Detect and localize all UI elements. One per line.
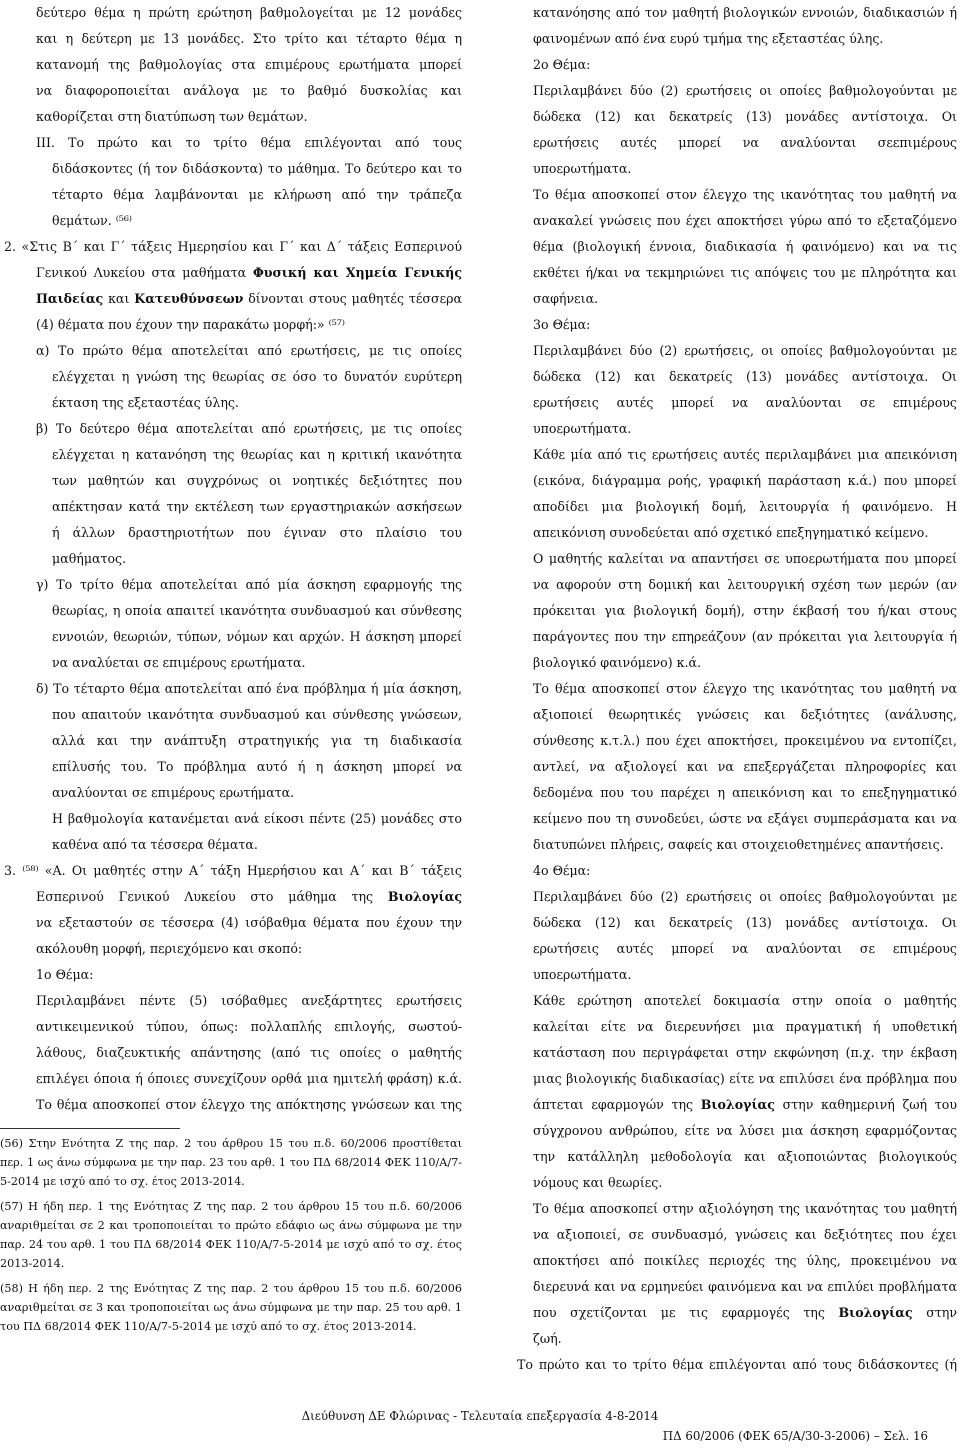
page-footer-reference: ΠΔ 60/2006 (ΦΕΚ 65/Α/30-3-2006) – Σελ. 16 xyxy=(662,1429,928,1443)
text-line: Το θέμα αποσκοπεί στον έλεγχο της ικανότητας του μαθητή να xyxy=(533,187,957,202)
text-line: ή άλλων δραστηριοτήτων που έγιναν στο πλαίσιο του xyxy=(52,525,462,540)
left-column xyxy=(0,0,462,1118)
text-line: Το θέμα αποσκοπεί στην αξιολόγηση της ικανότητας του μαθητή xyxy=(533,1201,957,1216)
text-line: Γενικού Λυκείου στα μαθήματα Φυσική και Χημεία Γενικής xyxy=(36,265,462,280)
text-line: την κατάλληλη μεθοδολογία και αξιοποιώντας βιολογικούς xyxy=(533,1149,957,1164)
footnote: (56) Στην Ενότητα Ζ της παρ. 2 του άρθρου 15 του π.δ. 60/2006 προστίθεται περ. 1 ως άνω σύμφωνα με την παρ. 23 του αρθ. 1 του ΠΔ 68/2014 ΦΕΚ 110/Α/7-5-2014 με ισχύ από το σχ. έτος 2013-2014. xyxy=(0,1137,462,1188)
text-line: ακόλουθη μορφή, περιεχόμενο και σκοπό: xyxy=(36,941,303,956)
text-line: να αξιοποιεί, σε συνδυασμό, γνώσεις και δεξιότητες που έχει xyxy=(533,1227,957,1242)
text-line: Παιδείας και Κατευθύνσεων δίνονται στους μαθητές τέσσερα xyxy=(36,291,462,306)
text-line: που απαιτούν ικανότητα συνδυασμού και σύνθεσης γνώσεων, xyxy=(52,707,462,722)
text-line: Κάθε μία από τις ερωτήσεις αυτές περιλαμβάνει μια απεικόνιση xyxy=(533,447,957,462)
text-line: που σχετίζονται με τις εφαρμογές της Βιολογίας στην xyxy=(533,1305,957,1320)
text-line: επίλυσής του. Το πρόβλημα αυτό ή η άσκηση μπορεί να xyxy=(52,759,462,774)
text-line: ανακαλεί γνώσεις που έχει αποκτήσει γύρω από το εξεταζόμενο xyxy=(533,213,957,228)
text-line: ερωτήσεις αυτές μπορεί να αναλύονται σεεπιμέρους xyxy=(533,135,957,150)
text-line: υποερωτήματα. xyxy=(533,161,632,176)
text-line: μαθήματος. xyxy=(52,551,127,566)
text-line: Το πρώτο και το τρίτο θέμα επιλέγονται από τους διδάσκοντες (ή xyxy=(517,1357,957,1372)
text-line: 3. ⁽⁵⁸⁾ «Α. Οι μαθητές στην Α΄ τάξη Ημερήσιου και Α΄ και Β΄ τάξεις xyxy=(4,863,462,878)
page-footer-source: Διεύθυνση ΔΕ Φλώρινας - Τελευταία επεξεργασία 4-8-2014 xyxy=(301,1409,659,1423)
text-line: καθορίζεται στη διατύπωση των θεμάτων. xyxy=(36,109,308,124)
text-line: βιολογικό φαινόμενο) κ.ά. xyxy=(533,655,702,670)
text-line: απεικόνιση συνοδεύεται από σχετικό επεξηγηματικό κείμενο. xyxy=(533,525,929,540)
text-line: Η βαθμολογία κατανέμεται ανά είκοσι πέντε (25) μονάδες στο xyxy=(52,811,462,826)
text-line: Περιλαμβάνει πέντε (5) ισόβαθμες ανεξάρτητες ερωτήσεις xyxy=(36,993,462,1008)
text-line: αντικειμενικού τύπου, όπως: πολλαπλής επιλογής, σωστού- xyxy=(36,1019,462,1034)
text-line: κατανομή της βαθμολογίας στα επιμέρους ερωτήματα μπορεί xyxy=(36,57,462,72)
text-line: ελέγχεται η κατανόηση της θεωρίας και η κριτική ικανότητα xyxy=(52,447,462,462)
text-line: Το θέμα αποσκοπεί στον έλεγχο της ικανότητας του μαθητή να xyxy=(533,681,957,696)
text-line: δεδομένα που του παρέχει η απεικόνιση και το επεξηγηματικό xyxy=(533,785,957,800)
text-line: παράγοντες που την επηρεάζουν (αν πρόκειται για λειτουργία ή xyxy=(533,629,957,644)
text-line: διερευνά και να ερμηνεύει φαινόμενα και να επιλύει προβλήματα xyxy=(533,1279,957,1294)
footnotes xyxy=(0,1134,462,1342)
text-line: θέμα (βιολογική έννοια, διαδικασία ή φαινόμενο) και να τις xyxy=(533,239,957,254)
text-line: αποδίδει μια βιολογική δομή, λειτουργία ή φαινόμενο. Η xyxy=(533,499,957,514)
text-line: Περιλαμβάνει δύο (2) ερωτήσεις οι οποίες βαθμολογούνται με xyxy=(533,889,957,904)
text-line: αξιοποιεί θεωρητικές γνώσεις και δεξιότητες (ανάλυσης, xyxy=(533,707,957,722)
text-line: κατάσταση που περιγράφεται στην εκφώνηση (π.χ. την έκβαση xyxy=(533,1045,957,1060)
footnote: (57) Η ήδη περ. 1 της Ενότητας Ζ της παρ. 2 του άρθρου 15 του π.δ. 60/2006 αναριθμείται σε 2 και τροποποιείται το πρώτο εδάφιο ως άνω σύμφωνα με την παρ. 24 του αρθ. 1 του ΠΔ 68/2014 ΦΕΚ 110/Α/7-5-2014 με ισχύ από το σχ. έτος 2013-2014. xyxy=(0,1200,462,1270)
text-line: αναλύονται σε επιμέρους ερωτήματα. xyxy=(52,785,295,800)
text-line: 1ο Θέμα: xyxy=(36,967,94,982)
text-line: διδάσκοντες (ή τον διδάσκοντα) το μάθημα. Το δεύτερο και το xyxy=(52,161,462,176)
text-line: ΙΙΙ. Το πρώτο και το τρίτο θέμα επιλέγονται από τους xyxy=(36,135,462,150)
text-line: 3ο Θέμα: xyxy=(533,317,591,332)
text-line: άπτεται εφαρμογών της Βιολογίας στην καθημερινή ζωή του xyxy=(533,1097,957,1112)
text-line: 4ο Θέμα: xyxy=(533,863,591,878)
text-line: 2ο Θέμα: xyxy=(533,57,591,72)
text-line: δώδεκα (12) και δεκατρείς (13) μονάδες αντίστοιχα. Οι xyxy=(533,109,957,124)
text-line: γ) Το τρίτο θέμα αποτελείται από μία άσκηση εφαρμογής της xyxy=(36,577,462,592)
text-line: (4) θέματα που έχουν την παρακάτω μορφή:» ⁽⁵⁷⁾ xyxy=(36,317,345,332)
text-line: μιας βιολογικής διαδικασίας) είτε να επιλύσει ένα πρόβλημα που xyxy=(533,1071,957,1086)
text-line: πρόκειται για βιολογική δομή), στην έκβασή του ή/και στους xyxy=(533,603,957,618)
text-line: νόμους και θεωρίες. xyxy=(533,1175,663,1190)
text-line: εννοιών, θεωριών, τύπων, νόμων και αρχών. Η άσκηση μπορεί xyxy=(52,629,462,644)
text-line: των μαθητών και συγχρόνως οι νοητικές δεξιότητες που xyxy=(52,473,462,488)
text-line: υποερωτήματα. xyxy=(533,421,632,436)
text-line: θεμάτων. ⁽⁵⁶⁾ xyxy=(52,213,132,228)
text-line: σύνθεσης κ.τ.λ.) που έχει αποκτήσει, προκειμένου να εντοπίζει, xyxy=(533,733,957,748)
text-line: διατυπώνει πλήρεις, σαφείς και στοιχειοθετημένες απαντήσεις. xyxy=(533,837,944,852)
text-line: σαφήνεια. xyxy=(533,291,599,306)
text-line: β) Το δεύτερο θέμα αποτελείται από ερωτήσεις, με τις οποίες xyxy=(36,421,462,436)
text-line: καλείται είτε να διερευνήσει μια πραγματική ή υποθετική xyxy=(533,1019,957,1034)
text-line: Το θέμα αποσκοπεί στον έλεγχο της απόκτησης γνώσεων και της xyxy=(36,1097,462,1112)
text-line: και η δεύτερη με 13 μονάδες. Στο τρίτο και τέταρτο θέμα η xyxy=(36,31,462,46)
text-line: θεωρίας, η οποία απαιτεί ικανότητα συνδυασμού και σύνθεσης xyxy=(52,603,462,618)
text-line: εκθέτει ή/και να τεκμηριώνει τις απόψεις του με πληρότητα και xyxy=(533,265,957,280)
text-line: δώδεκα (12) και δεκατρείς (13) μονάδες αντίστοιχα. Οι xyxy=(533,915,957,930)
footnote-separator xyxy=(0,1128,180,1129)
text-line: Ο μαθητής καλείται να απαντήσει σε υποερωτήματα που μπορεί xyxy=(533,551,957,566)
text-line: ερωτήσεις αυτές μπορεί να αναλύονται σε επιμέρους xyxy=(533,395,957,410)
text-line: ζωή. xyxy=(533,1331,562,1346)
text-line: Περιλαμβάνει δύο (2) ερωτήσεις οι οποίες βαθμολογούνται με xyxy=(533,83,957,98)
text-line: αντλεί, να αξιολογεί και να επεξεργάζεται πληροφορίες και xyxy=(533,759,957,774)
text-line: κείμενο που τη συνοδεύει, ώστε να εξάγει συμπεράσματα και να xyxy=(533,811,957,826)
text-line: κατανόησης από τον μαθητή βιολογικών εννοιών, διαδικασιών ή xyxy=(533,5,957,20)
text-line: αποκτήσει από ποικίλες περιοχές της ύλης, προκειμένου να xyxy=(533,1253,957,1268)
text-line: αλλά και την ανάπτυξη στρατηγικής για τη διαδικασία xyxy=(52,733,462,748)
text-line: Εσπερινού Γενικού Λυκείου στο μάθημα της Βιολογίας xyxy=(36,889,462,904)
text-line: δ) Το τέταρτο θέμα αποτελείται από ένα πρόβλημα ή μία άσκηση, xyxy=(36,681,462,696)
text-line: Περιλαμβάνει δύο (2) ερωτήσεις, οι οποίες βαθμολογούνται με xyxy=(533,343,957,358)
text-line: να διαφοροποιείται ανάλογα με το βαθμό δυσκολίας και xyxy=(36,83,462,98)
text-line: να αφορούν στη δομική και λειτουργική σχέση των μερών (αν xyxy=(533,577,957,592)
text-line: δεύτερο θέμα η πρώτη ερώτηση βαθμολογείται με 12 μονάδες xyxy=(36,5,462,20)
text-line: να αναλύεται σε επιμέρους ερωτήματα. xyxy=(52,655,306,670)
footnote: (58) Η ήδη περ. 2 της Ενότητας Ζ της παρ. 2 του άρθρου 15 του π.δ. 60/2006 αναριθμείται σε 3 και τροποποιείται ως άνω σύμφωνα με την παρ. 25 του αρθ. 1 του ΠΔ 68/2014 ΦΕΚ 110/Α/7-5-2014 με ισχύ από το σχ. έτος 2013-2014. xyxy=(0,1282,462,1333)
text-line: να εξεταστούν σε τέσσερα (4) ισόβαθμα θέματα που έχουν την xyxy=(36,915,462,930)
right-column xyxy=(517,0,957,1378)
text-line: υποερωτήματα. xyxy=(533,967,632,982)
text-line: φαινομένων από ένα ευρύ τμήμα της εξεταστέας ύλης. xyxy=(533,31,884,46)
text-line: σύγχρονου ανθρώπου, είτε να λύσει μια άσκηση εφαρμόζοντας xyxy=(533,1123,957,1138)
text-line: έκταση της εξεταστέας ύλης. xyxy=(52,395,239,410)
text-line: δώδεκα (12) και δεκατρείς (13) μονάδες αντίστοιχα. Οι xyxy=(533,369,957,384)
text-line: επιλέγει όποια ή όποιες συνεχίζουν ορθά μια ημιτελή φράση) κ.ά. xyxy=(36,1071,462,1086)
text-line: (εικόνα, διάγραμμα ροής, γραφική παράσταση κ.ά.) που μπορεί xyxy=(533,473,957,488)
text-line: απέκτησαν κατά την εκτέλεση των εργαστηριακών ασκήσεων xyxy=(52,499,462,514)
text-line: ερωτήσεις αυτές μπορεί να αναλύονται σε επιμέρους xyxy=(533,941,957,956)
text-line: 2. «Στις Β΄ και Γ΄ τάξεις Ημερησίου και Γ΄ και Δ΄ τάξεις Εσπερινού xyxy=(4,239,462,254)
text-line: Κάθε ερώτηση αποτελεί δοκιμασία στην οποία ο μαθητής xyxy=(533,993,957,1008)
text-line: λάθους, διαζευκτικής απάντησης (από τις οποίες ο μαθητής xyxy=(36,1045,462,1060)
text-line: καθένα από τα τέσσερα θέματα. xyxy=(52,837,258,852)
text-line: τέταρτο θέμα λαμβάνονται με κλήρωση από την τράπεζα xyxy=(52,187,462,202)
text-line: ελέγχεται η γνώση της θεωρίας σε όσο το δυνατόν ευρύτερη xyxy=(52,369,462,384)
text-line: α) Το πρώτο θέμα αποτελείται από ερωτήσεις, με τις οποίες xyxy=(36,343,462,358)
